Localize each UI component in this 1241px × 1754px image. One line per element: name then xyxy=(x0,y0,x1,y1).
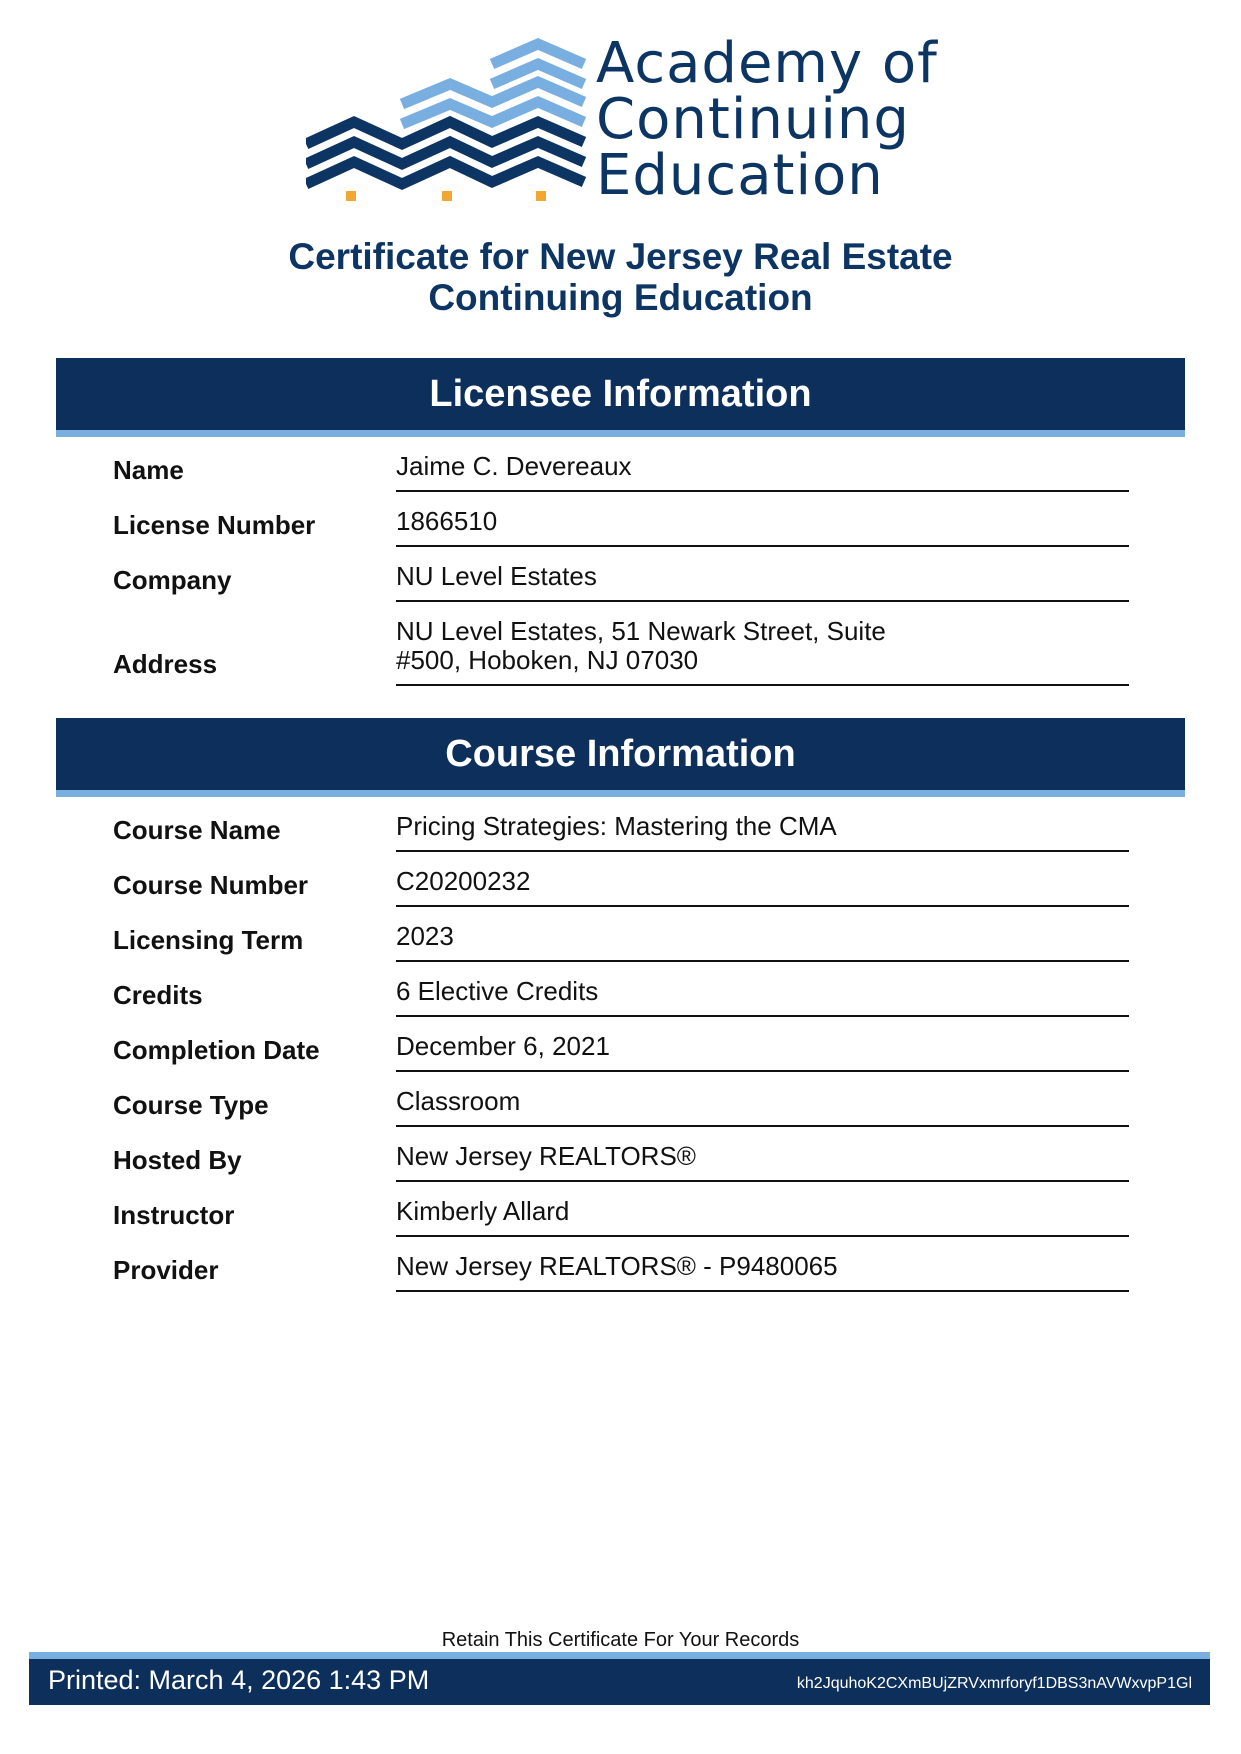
field-value: New Jersey REALTORS® - P9480065 xyxy=(396,1252,1129,1292)
field-value: Kimberly Allard xyxy=(396,1197,1129,1237)
field-label: Course Type xyxy=(113,1090,269,1120)
address-line-2: #500, Hoboken, NJ 07030 xyxy=(396,645,699,675)
field-value: Jaime C. Devereaux xyxy=(396,452,1129,492)
building-wave-logo-icon xyxy=(306,36,596,206)
logo-dot-3 xyxy=(536,191,546,201)
academy-logo xyxy=(306,31,946,216)
verification-code: kh2JquhoK2CXmBUjZRVxmrforyf1DBS3nAVWxvpP1Gl xyxy=(796,1675,1192,1692)
field-label: License Number xyxy=(113,510,316,540)
licensee-row-company xyxy=(113,547,1129,602)
course-row-course-type xyxy=(113,1072,1129,1127)
field-value: Classroom xyxy=(396,1087,1129,1127)
licensee-row-name xyxy=(113,437,1129,492)
logo-wordmark xyxy=(596,31,938,208)
field-value: 2023 xyxy=(396,922,1129,962)
course-row-completion-date xyxy=(113,1017,1129,1072)
logo-dot-1 xyxy=(346,191,356,201)
licensee-row-address xyxy=(113,602,1129,686)
course-row-credits xyxy=(113,962,1129,1017)
licensee-section-header: Licensee Information xyxy=(56,358,1185,437)
address-line-1: NU Level Estates, 51 Newark Street, Suite xyxy=(396,616,886,646)
retain-notice: Retain This Certificate For Your Records xyxy=(441,1629,800,1651)
field-value: 1866510 xyxy=(396,507,1129,547)
course-info-list xyxy=(113,797,1129,1292)
course-row-provider xyxy=(113,1237,1129,1292)
field-label: Company xyxy=(113,565,232,595)
field-label: Credits xyxy=(113,980,203,1010)
field-value xyxy=(396,617,1129,686)
logo-line-3: Education xyxy=(596,143,884,208)
field-label: Hosted By xyxy=(113,1145,242,1175)
logo-dot-2 xyxy=(442,191,452,201)
field-label: Name xyxy=(113,455,184,485)
course-row-course-name xyxy=(113,797,1129,852)
field-value: NU Level Estates xyxy=(396,562,1129,602)
logo-dark-wave-3 xyxy=(306,162,584,184)
course-row-licensing-term xyxy=(113,907,1129,962)
field-value: Pricing Strategies: Mastering the CMA xyxy=(396,812,1129,852)
field-label: Course Name xyxy=(113,815,281,845)
licensee-info-list xyxy=(113,437,1129,686)
logo-line-1: Academy of xyxy=(596,31,938,96)
field-label: Course Number xyxy=(113,870,309,900)
printed-timestamp: Printed: March 4, 2026 1:43 PM xyxy=(48,1665,430,1695)
licensee-row-license-number xyxy=(113,492,1129,547)
logo-line-2: Continuing xyxy=(596,87,910,152)
course-row-course-number xyxy=(113,852,1129,907)
field-value: New Jersey REALTORS® xyxy=(396,1142,1129,1182)
certificate-title-line-1: Certificate for New Jersey Real Estate xyxy=(288,236,953,277)
certificate-title xyxy=(0,236,1241,318)
field-label: Completion Date xyxy=(113,1035,320,1065)
field-label: Address xyxy=(113,649,218,679)
field-value: 6 Elective Credits xyxy=(396,977,1129,1017)
field-label: Licensing Term xyxy=(113,925,304,955)
certificate-title-line-2: Continuing Education xyxy=(428,277,813,318)
field-label: Provider xyxy=(113,1255,219,1285)
course-row-instructor xyxy=(113,1182,1129,1237)
field-label: Instructor xyxy=(113,1200,235,1230)
footer-band xyxy=(29,1652,1210,1705)
course-row-hosted-by xyxy=(113,1127,1129,1182)
course-section-header: Course Information xyxy=(56,718,1185,797)
field-value: C20200232 xyxy=(396,867,1129,907)
field-value: December 6, 2021 xyxy=(396,1032,1129,1072)
